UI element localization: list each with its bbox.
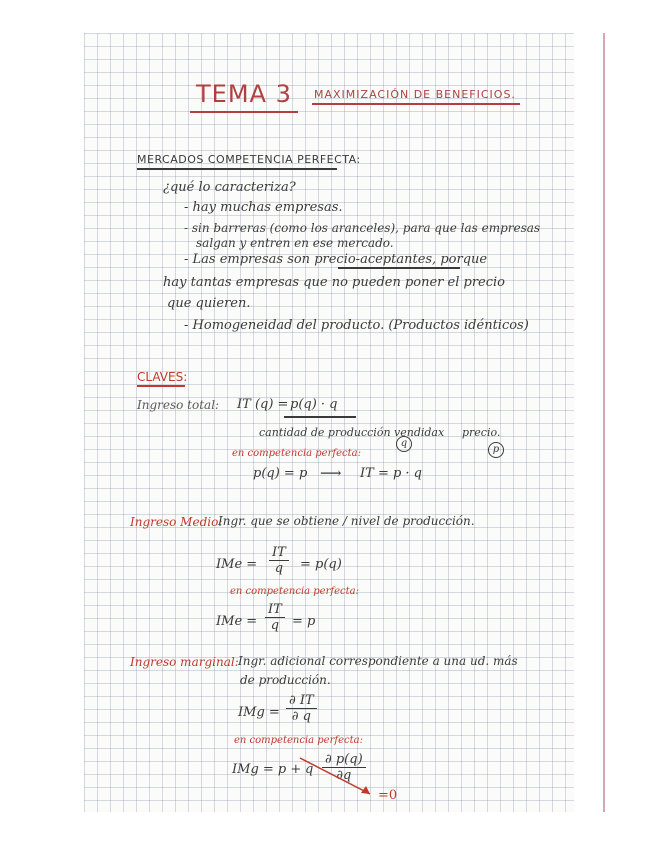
bullet-homogeneity: - Homogeneidad del producto. (Productos idénticos): [184, 318, 529, 333]
bullet-price-takers-line1: - Las empresas son precio-aceptantes, porque: [184, 252, 488, 267]
bullet-barriers-line2: salgan y entren en ese mercado.: [196, 236, 394, 250]
img-desc-line2: de producción.: [240, 673, 331, 687]
title-underline: [190, 111, 298, 113]
ime-fraction: [269, 545, 289, 576]
img-denominator: ∂ q: [291, 709, 311, 724]
section-heading-claves: CLAVES:: [137, 370, 188, 384]
ime-numerator: IT: [269, 545, 289, 561]
ime-numerator-2: IT: [265, 602, 285, 618]
ime-perfect-competition-note: en competencia perfecta:: [230, 586, 359, 597]
img-lhs-2: IMg = p +: [232, 762, 302, 777]
ime-rhs-2: = p: [292, 614, 316, 629]
ingreso-total-label: Ingreso total:: [137, 398, 220, 412]
section-heading-mercados: MERCADOS COMPETENCIA PERFECTA:: [137, 153, 361, 166]
notebook-page: [84, 33, 574, 812]
circle-q: q: [396, 436, 412, 452]
bullet-barriers-line1: - sin barreras (como los aranceles), para que las empresas: [184, 221, 541, 235]
ime-denominator-2: q: [270, 618, 280, 633]
img-perfect-competition-note: en competencia perfecta:: [234, 735, 363, 746]
margin-line: [603, 33, 605, 812]
img-fraction: [286, 693, 317, 724]
it-arrow: ⟶: [320, 464, 342, 482]
it-desc-price: precio.: [462, 426, 501, 439]
img-numerator-2: ∂ p(q): [322, 752, 366, 768]
img-q-term: q: [305, 762, 314, 777]
ime-lhs-2: IMe =: [216, 614, 258, 629]
ime-fraction-2: [265, 602, 285, 633]
img-denominator-2: ∂q: [336, 768, 352, 783]
section-heading-underline: [137, 168, 337, 170]
subtitle-underline: [312, 103, 520, 105]
img-desc-line1: Ingr. adicional correspondiente a una ud. más: [238, 654, 518, 668]
page-subtitle: MAXIMIZACIÓN DE BENEFICIOS.: [314, 88, 516, 101]
ingreso-medio-label: Ingreso Medio:: [130, 515, 223, 529]
question-text: ¿qué lo caracteriza?: [163, 180, 296, 195]
it-eq-total: IT = p · q: [360, 466, 423, 481]
bullet-price-takers-line3: que quieren.: [167, 296, 251, 311]
img-zero: =0: [378, 788, 398, 803]
it-desc-times: x: [438, 426, 445, 439]
it-formula-underline: [284, 416, 356, 418]
bullet-many-firms: - hay muchas empresas.: [184, 200, 343, 215]
circle-p: p: [488, 442, 504, 458]
claves-underline: [137, 385, 185, 387]
it-perfect-competition-note: en competencia perfecta:: [232, 448, 361, 459]
img-numerator: ∂ IT: [286, 693, 317, 709]
ime-lhs: IMe =: [216, 557, 258, 572]
ime-rhs: = p(q): [300, 557, 342, 572]
it-eq-price: p(q) = p: [253, 466, 308, 481]
it-desc-quantity: cantidad de producción vendida: [259, 426, 438, 439]
ime-denominator: q: [274, 561, 284, 576]
img-lhs: IMg =: [238, 705, 280, 720]
bullet-price-takers-line2: hay tantas empresas que no pueden poner el precio: [163, 275, 505, 290]
ingreso-marginal-label: Ingreso marginal:: [130, 655, 239, 669]
it-formula-right: p(q) · q: [290, 397, 338, 412]
cancel-arrow: [295, 752, 385, 802]
price-takers-underline: [338, 267, 460, 269]
ime-description: Ingr. que se obtiene / nivel de producción.: [218, 514, 475, 528]
page-title: TEMA 3: [196, 80, 292, 108]
it-formula-left: IT (q) =: [237, 397, 289, 412]
